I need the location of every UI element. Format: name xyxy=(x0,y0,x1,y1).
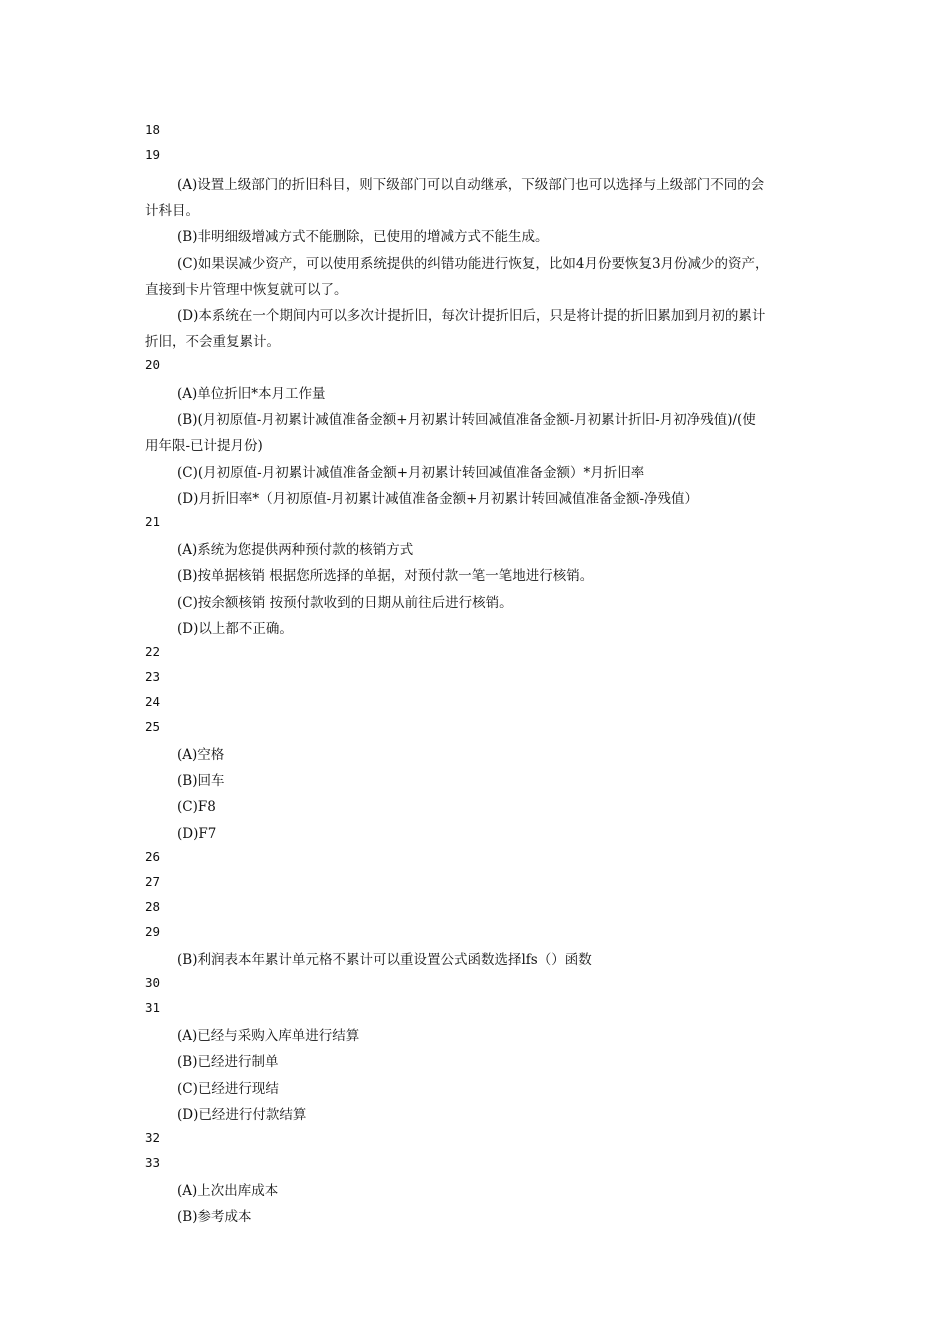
q31-option-d: (D)已经进行付款结算 xyxy=(177,1107,307,1123)
question-number-26: 26 xyxy=(145,849,161,864)
q31-option-b: (B)已经进行制单 xyxy=(177,1054,279,1070)
question-number-27: 27 xyxy=(145,874,161,889)
question-number-25: 25 xyxy=(145,719,161,734)
question-number-33: 33 xyxy=(145,1155,161,1170)
question-number-30: 30 xyxy=(145,975,161,990)
q25-option-d: (D)F7 xyxy=(177,826,217,842)
question-number-28: 28 xyxy=(145,899,161,914)
q21-option-b: (B)按单据核销 根据您所选择的单据，对预付款一笔一笔地进行核销。 xyxy=(177,568,594,584)
q19-option-c-line1: (C)如果误减少资产，可以使用系统提供的纠错功能进行恢复，比如4月份要恢复3月份减少的资产， xyxy=(177,256,769,272)
q19-option-a-line2: 计科目。 xyxy=(145,203,199,219)
q31-option-a: (A)已经与采购入库单进行结算 xyxy=(177,1028,360,1044)
q25-option-b: (B)回车 xyxy=(177,773,225,789)
q21-option-a: (A)系统为您提供两种预付款的核销方式 xyxy=(177,542,414,558)
question-number-21: 21 xyxy=(145,514,161,529)
q29-option-b: (B)利润表本年累计单元格不累计可以重设置公式函数选择lfs（）函数 xyxy=(177,952,592,968)
question-number-20: 20 xyxy=(145,357,161,372)
question-number-18: 18 xyxy=(145,122,161,137)
question-number-32: 32 xyxy=(145,1130,161,1145)
question-number-23: 23 xyxy=(145,669,161,684)
q20-option-b-line2: 用年限-已计提月份) xyxy=(145,438,263,454)
q19-option-a-line1: (A)设置上级部门的折旧科目，则下级部门可以自动继承，下级部门也可以选择与上级部门不同的会 xyxy=(177,177,765,193)
q25-option-c: (C)F8 xyxy=(177,799,216,815)
q33-option-b: (B)参考成本 xyxy=(177,1209,252,1225)
question-number-22: 22 xyxy=(145,644,161,659)
q19-option-d-line1: (D)本系统在一个期间内可以多次计提折旧，每次计提折旧后，只是将计提的折旧累加到月初的累计 xyxy=(177,308,766,324)
q20-option-d: (D)月折旧率*（月初原值-月初累计减值准备金额+月初累计转回减值准备金额-净残值） xyxy=(177,491,699,507)
question-number-19: 19 xyxy=(145,147,161,162)
q31-option-c: (C)已经进行现结 xyxy=(177,1081,279,1097)
question-number-31: 31 xyxy=(145,1000,161,1015)
q33-option-a: (A)上次出库成本 xyxy=(177,1183,279,1199)
q21-option-d: (D)以上都不正确。 xyxy=(177,621,293,637)
q20-option-b-line1: (B)(月初原值-月初累计减值准备金额+月初累计转回减值准备金额-月初累计折旧-月初净残值)/(使 xyxy=(177,412,756,428)
q25-option-a: (A)空格 xyxy=(177,747,225,763)
q21-option-c: (C)按余额核销 按预付款收到的日期从前往后进行核销。 xyxy=(177,595,513,611)
q20-option-a: (A)单位折旧*本月工作量 xyxy=(177,386,326,402)
q20-option-c: (C)(月初原值-月初累计减值准备金额+月初累计转回减值准备金额）*月折旧率 xyxy=(177,465,645,481)
q19-option-c-line2: 直接到卡片管理中恢复就可以了。 xyxy=(145,282,348,298)
question-number-24: 24 xyxy=(145,694,161,709)
question-number-29: 29 xyxy=(145,924,161,939)
q19-option-d-line2: 折旧，不会重复累计。 xyxy=(145,334,280,350)
q19-option-b: (B)非明细级增减方式不能删除，已使用的增减方式不能生成。 xyxy=(177,229,549,245)
